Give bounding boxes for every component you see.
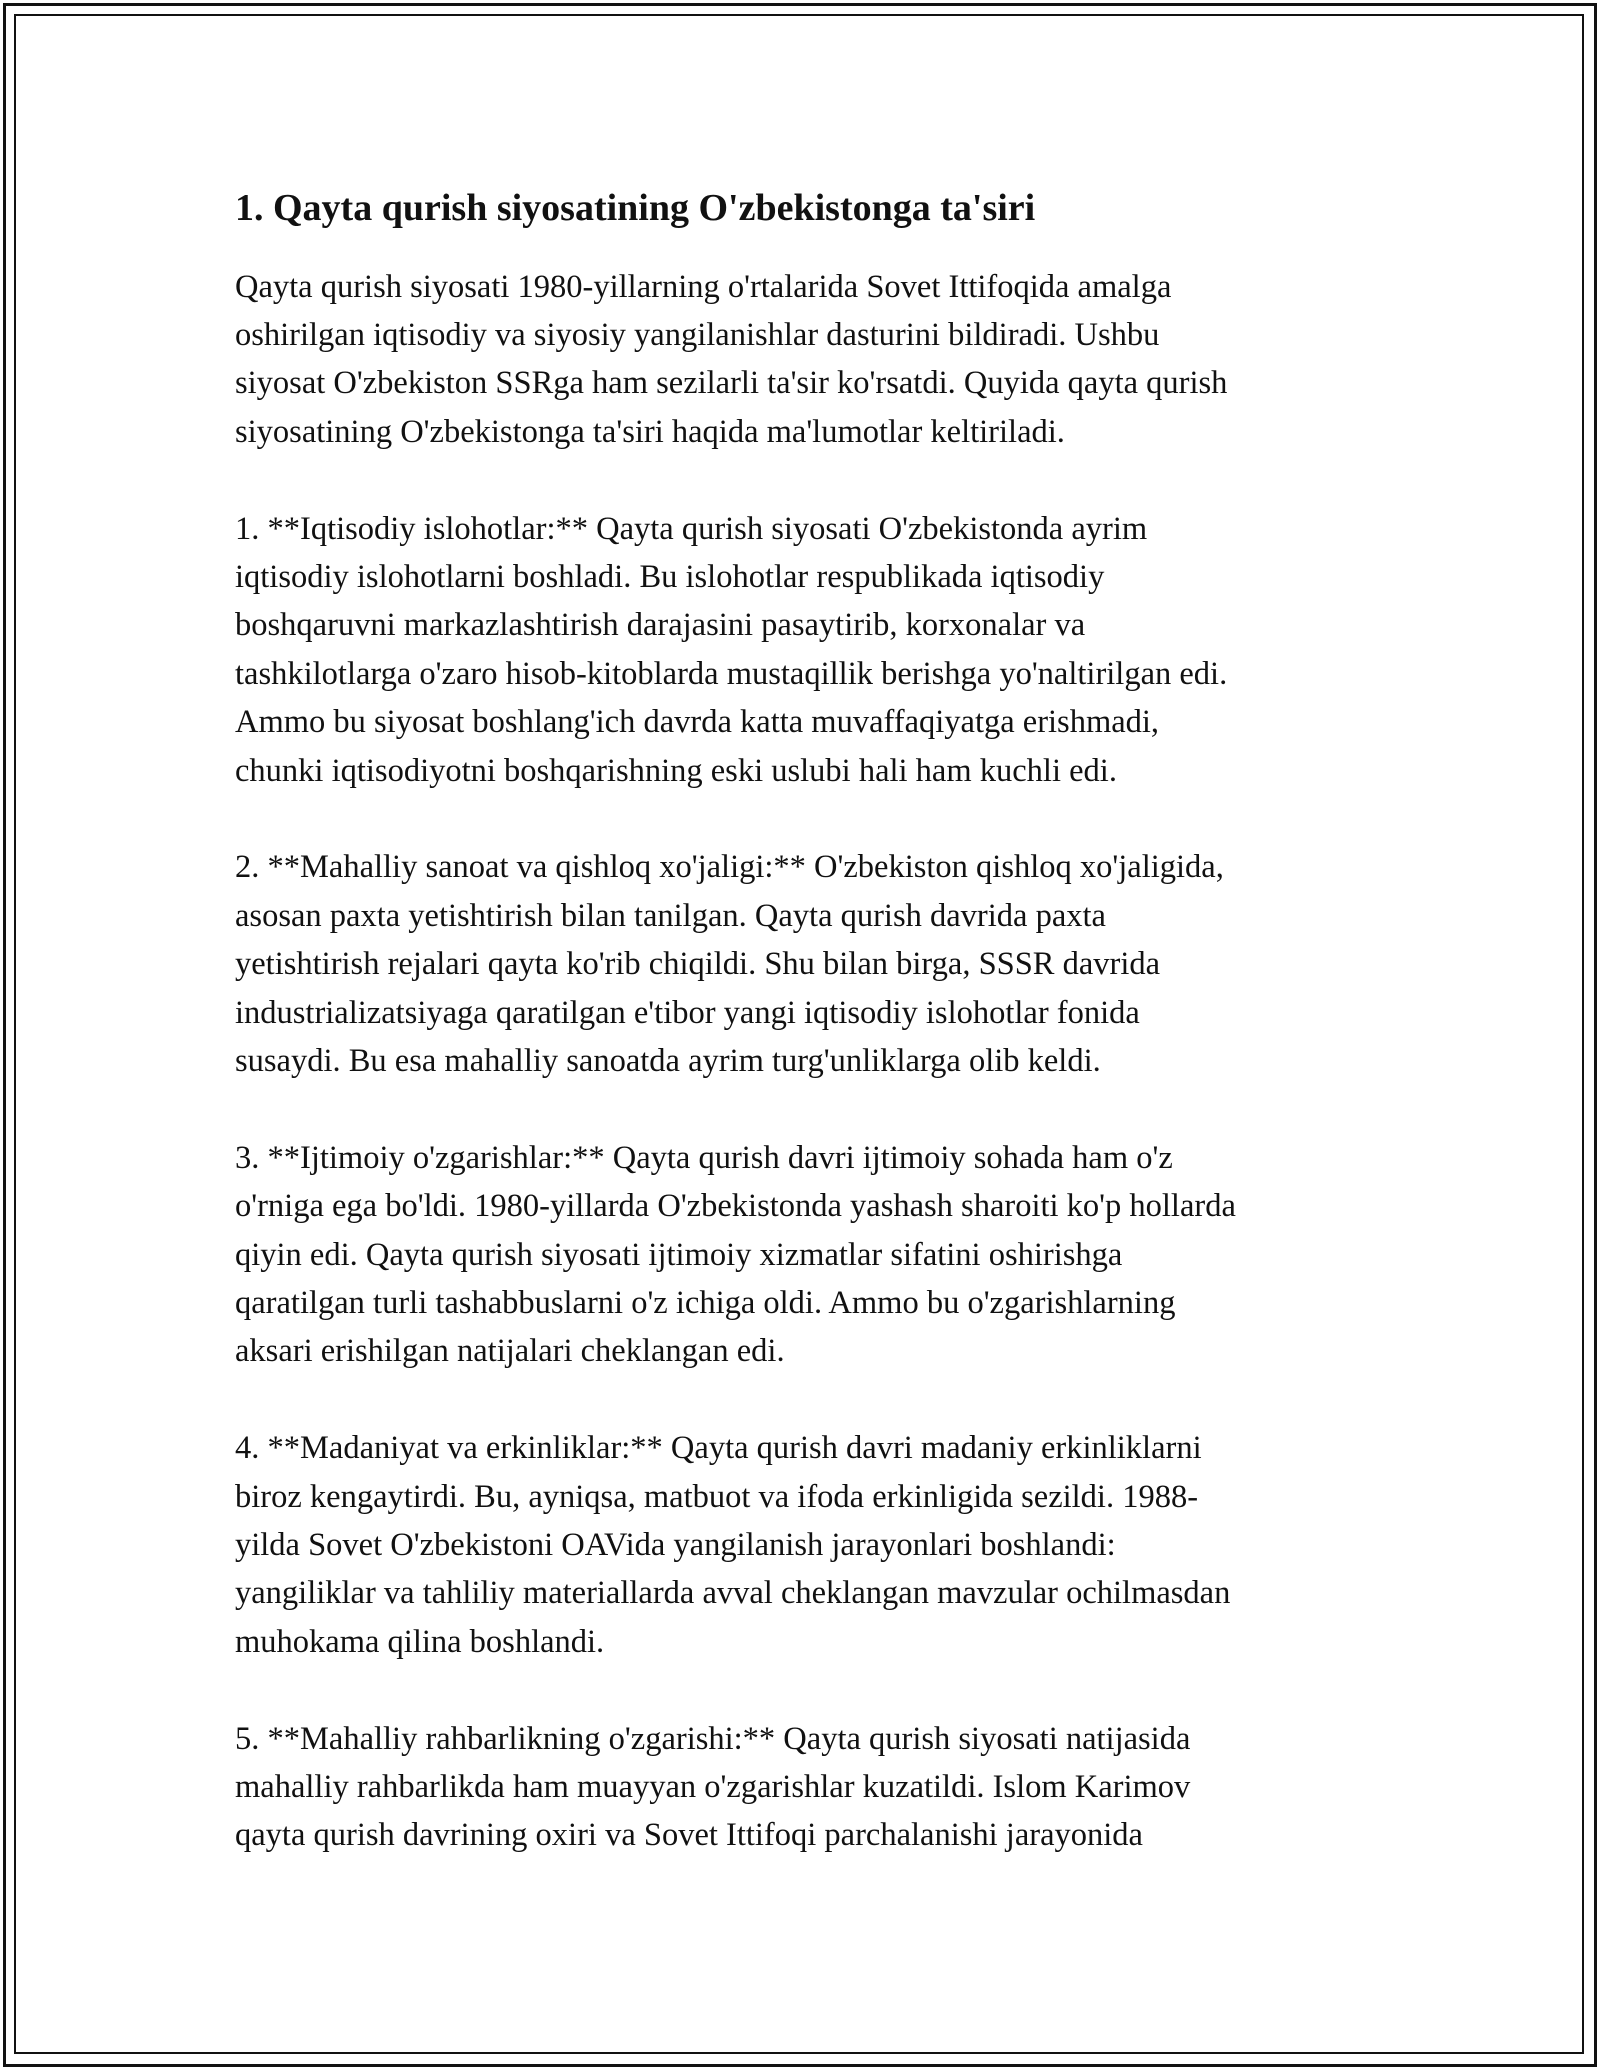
paragraph-line: 4. **Madaniyat va erkinliklar:** Qayta qurish davri madaniy erkinliklarni: [235, 1430, 1202, 1467]
intro-paragraph: [235, 263, 1375, 457]
document-page: [235, 185, 1375, 1908]
paragraph-line: qiyin edi. Qayta qurish siyosati ijtimoiy xizmatlar sifatini oshirishga: [235, 1236, 1123, 1273]
paragraph-line: yangiliklar va tahliliy materiallarda avval cheklangan mavzular ochilmasdan: [235, 1575, 1231, 1612]
paragraph-line: muhokama qilina boshlandi.: [235, 1623, 605, 1660]
paragraph-line: industrializatsiyaga qaratilgan e'tibor yangi iqtisodiy islohotlar fonida: [235, 994, 1140, 1031]
paragraph-line: aksari erishilgan natijalari cheklangan edi.: [235, 1333, 785, 1370]
paragraph-line: o'rniga ega bo'ldi. 1980-yillarda O'zbekistonda yashash sharoiti ko'p hollarda: [235, 1188, 1236, 1225]
paragraph-line: susaydi. Bu esa mahalliy sanoatda ayrim turg'unliklarga olib keldi.: [235, 1042, 1101, 1079]
document-title: 1. Qayta qurish siyosatining O'zbekistonga ta'siri: [235, 187, 1036, 229]
paragraph-line: mahalliy rahbarlikda ham muayyan o'zgarishlar kuzatildi. Islom Karimov: [235, 1769, 1191, 1806]
paragraph-line: Qayta qurish siyosati 1980-yillarning o'rtalarida Sovet Ittifoqida amalga: [235, 268, 1172, 305]
paragraph-line: 1. **Iqtisodiy islohotlar:** Qayta qurish siyosati O'zbekistonda ayrim: [235, 510, 1148, 547]
paragraph-line: chunki iqtisodiyotni boshqarishning eski uslubi hali ham kuchli edi.: [235, 752, 1117, 789]
point-3-social-changes: [235, 1134, 1375, 1376]
paragraph-line: 3. **Ijtimoiy o'zgarishlar:** Qayta qurish davri ijtimoiy sohada ham o'z: [235, 1139, 1173, 1176]
paragraph-line: tashkilotlarga o'zaro hisob-kitoblarda mustaqillik berishga yo'naltirilgan edi.: [235, 655, 1228, 692]
paragraph-line: yilda Sovet O'zbekistoni OAVida yangilanish jarayonlari boshlandi:: [235, 1527, 1116, 1563]
point-2-industry-agriculture: [235, 843, 1375, 1085]
paragraph-line: asosan paxta yetishtirish bilan tanilgan. Qayta qurish davrida paxta: [235, 897, 1106, 934]
point-1-economic-reforms: [235, 505, 1375, 795]
point-4-culture-freedoms: [235, 1424, 1375, 1666]
paragraph-line: iqtisodiy islohotlarni boshladi. Bu islohotlar respublikada iqtisodiy: [235, 558, 1105, 595]
paragraph-line: oshirilgan iqtisodiy va siyosiy yangilanishlar dasturini bildiradi. Ushbu: [235, 316, 1160, 353]
paragraph-line: Ammo bu siyosat boshlang'ich davrda katta muvaffaqiyatga erishmadi,: [235, 704, 1160, 741]
paragraph-line: 5. **Mahalliy rahbarlikning o'zgarishi:** Qayta qurish siyosati natijasida: [235, 1720, 1191, 1757]
paragraph-line: siyosatining O'zbekistonga ta'siri haqida ma'lumotlar keltiriladi.: [235, 413, 1065, 450]
paragraph-line: qaratilgan turli tashabbuslarni o'z ichiga oldi. Ammo bu o'zgarishlarning: [235, 1284, 1176, 1321]
paragraph-line: qayta qurish davrining oxiri va Sovet Ittifoqi parchalanishi jarayonida: [235, 1817, 1143, 1854]
point-5-local-leadership: [235, 1715, 1375, 1860]
paragraph-line: biroz kengaytirdi. Bu, ayniqsa, matbuot va ifoda erkinligida sezildi. 1988-: [235, 1478, 1199, 1515]
paragraph-line: 2. **Mahalliy sanoat va qishloq xo'jaligi:** O'zbekiston qishloq xo'jaligida,: [235, 849, 1224, 886]
paragraph-line: boshqaruvni markazlashtirish darajasini pasaytirib, korxonalar va: [235, 607, 1086, 644]
paragraph-line: siyosat O'zbekiston SSRga ham sezilarli ta'sir ko'rsatdi. Quyida qayta qurish: [235, 365, 1228, 402]
paragraph-line: yetishtirish rejalari qayta ko'rib chiqildi. Shu bilan birga, SSSR davrida: [235, 946, 1161, 983]
